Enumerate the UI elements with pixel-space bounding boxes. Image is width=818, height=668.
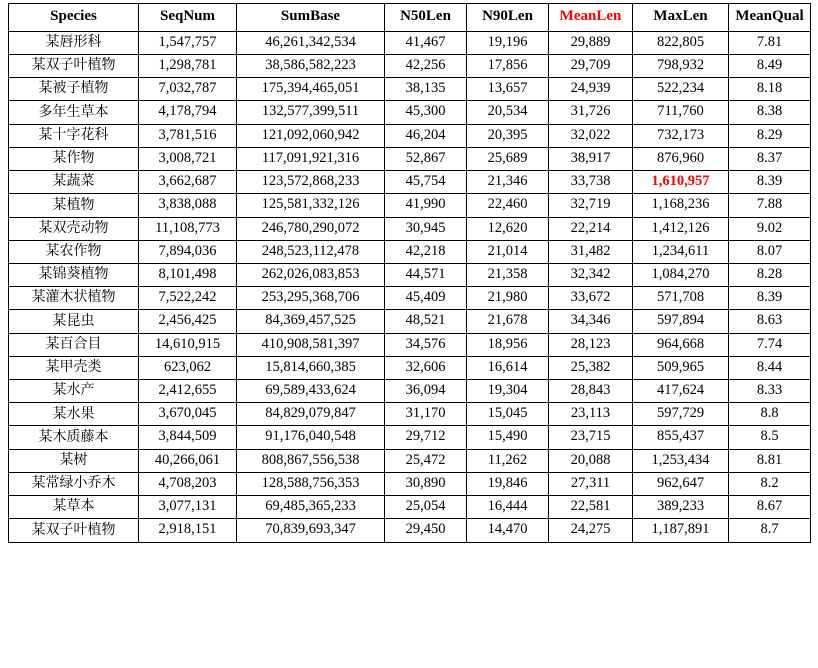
- data-cell: 31,482: [549, 240, 633, 263]
- data-cell: 23,113: [549, 403, 633, 426]
- data-cell: 14,610,915: [139, 333, 237, 356]
- data-cell: 19,846: [467, 472, 549, 495]
- data-cell: 522,234: [633, 78, 729, 101]
- data-cell: 45,409: [385, 287, 467, 310]
- data-cell: 8.18: [729, 78, 811, 101]
- data-cell: 69,589,433,624: [237, 380, 385, 403]
- data-cell: 42,256: [385, 54, 467, 77]
- column-header-meanqual: MeanQual: [729, 4, 811, 32]
- data-cell: 14,470: [467, 519, 549, 542]
- data-cell: 623,062: [139, 356, 237, 379]
- table-row: [9, 124, 811, 147]
- data-cell: 11,262: [467, 449, 549, 472]
- data-cell: 1,234,611: [633, 240, 729, 263]
- data-cell: 21,014: [467, 240, 549, 263]
- table-row: [9, 426, 811, 449]
- data-cell: 20,534: [467, 101, 549, 124]
- data-cell: 38,586,582,223: [237, 54, 385, 77]
- data-cell: 70,839,693,347: [237, 519, 385, 542]
- data-cell: 24,939: [549, 78, 633, 101]
- column-header-seqnum: SeqNum: [139, 4, 237, 32]
- data-cell: 13,657: [467, 78, 549, 101]
- data-cell: 69,485,365,233: [237, 496, 385, 519]
- data-cell: 3,838,088: [139, 194, 237, 217]
- table-row: [9, 472, 811, 495]
- data-cell: 24,275: [549, 519, 633, 542]
- data-cell: 8.33: [729, 380, 811, 403]
- data-cell: 2,918,151: [139, 519, 237, 542]
- data-cell: 1,187,891: [633, 519, 729, 542]
- column-header-meanlen: MeanLen: [549, 4, 633, 32]
- species-name-cell: 多年生草本: [9, 101, 139, 124]
- data-cell: 21,358: [467, 263, 549, 286]
- data-cell: 9.02: [729, 217, 811, 240]
- table-row: [9, 380, 811, 403]
- data-cell: 1,298,781: [139, 54, 237, 77]
- data-cell: 8.63: [729, 310, 811, 333]
- table-row: [9, 496, 811, 519]
- data-cell: 22,214: [549, 217, 633, 240]
- data-cell: 11,108,773: [139, 217, 237, 240]
- species-name-cell: 某蔬菜: [9, 171, 139, 194]
- data-cell: 23,715: [549, 426, 633, 449]
- data-cell: 45,754: [385, 171, 467, 194]
- table-header: [9, 4, 811, 32]
- table-row: [9, 310, 811, 333]
- data-cell: 21,980: [467, 287, 549, 310]
- data-cell: 1,253,434: [633, 449, 729, 472]
- table-body: [9, 31, 811, 542]
- data-cell: 15,045: [467, 403, 549, 426]
- data-cell: 8,101,498: [139, 263, 237, 286]
- table-row: [9, 101, 811, 124]
- data-cell: 12,620: [467, 217, 549, 240]
- data-cell: 21,678: [467, 310, 549, 333]
- data-cell: 8.2: [729, 472, 811, 495]
- data-cell: 84,829,079,847: [237, 403, 385, 426]
- species-name-cell: 某水果: [9, 403, 139, 426]
- data-cell: 8.44: [729, 356, 811, 379]
- data-cell: 31,726: [549, 101, 633, 124]
- table-header-row: [9, 4, 811, 32]
- data-cell: 389,233: [633, 496, 729, 519]
- data-cell: 7.74: [729, 333, 811, 356]
- data-cell: 175,394,465,051: [237, 78, 385, 101]
- data-cell: 28,123: [549, 333, 633, 356]
- data-cell: 253,295,368,706: [237, 287, 385, 310]
- data-cell: 42,218: [385, 240, 467, 263]
- column-header-maxlen: MaxLen: [633, 4, 729, 32]
- data-cell: 45,300: [385, 101, 467, 124]
- species-name-cell: 某草本: [9, 496, 139, 519]
- data-cell: 19,196: [467, 31, 549, 54]
- species-name-cell: 某双壳动物: [9, 217, 139, 240]
- data-cell: 17,856: [467, 54, 549, 77]
- data-cell: 30,890: [385, 472, 467, 495]
- data-cell: 29,712: [385, 426, 467, 449]
- data-cell: 1,412,126: [633, 217, 729, 240]
- table-row: [9, 31, 811, 54]
- data-cell: 7.88: [729, 194, 811, 217]
- data-cell: 262,026,083,853: [237, 263, 385, 286]
- data-cell: 417,624: [633, 380, 729, 403]
- data-cell: 8.38: [729, 101, 811, 124]
- table-row: [9, 78, 811, 101]
- data-cell: 964,668: [633, 333, 729, 356]
- data-cell: 33,672: [549, 287, 633, 310]
- data-cell: 132,577,399,511: [237, 101, 385, 124]
- data-cell: 34,576: [385, 333, 467, 356]
- table-row: [9, 263, 811, 286]
- data-cell: 22,460: [467, 194, 549, 217]
- data-cell: 597,729: [633, 403, 729, 426]
- data-cell: 19,304: [467, 380, 549, 403]
- data-cell: 32,606: [385, 356, 467, 379]
- data-cell: 15,490: [467, 426, 549, 449]
- data-cell: 8.07: [729, 240, 811, 263]
- species-name-cell: 某百合目: [9, 333, 139, 356]
- species-name-cell: 某农作物: [9, 240, 139, 263]
- data-cell: 8.28: [729, 263, 811, 286]
- data-cell: 25,054: [385, 496, 467, 519]
- data-cell: 36,094: [385, 380, 467, 403]
- data-cell: 44,571: [385, 263, 467, 286]
- species-name-cell: 某昆虫: [9, 310, 139, 333]
- data-cell: 4,178,794: [139, 101, 237, 124]
- data-cell: 3,781,516: [139, 124, 237, 147]
- data-cell: 8.39: [729, 171, 811, 194]
- data-cell: 7,894,036: [139, 240, 237, 263]
- table-row: [9, 194, 811, 217]
- species-name-cell: 某甲壳类: [9, 356, 139, 379]
- data-cell: 32,342: [549, 263, 633, 286]
- data-cell: 31,170: [385, 403, 467, 426]
- data-cell: 711,760: [633, 101, 729, 124]
- data-cell: 876,960: [633, 147, 729, 170]
- data-cell: 25,472: [385, 449, 467, 472]
- data-cell: 25,689: [467, 147, 549, 170]
- species-name-cell: 某被子植物: [9, 78, 139, 101]
- data-cell: 16,444: [467, 496, 549, 519]
- species-name-cell: 某水产: [9, 380, 139, 403]
- table-row: [9, 147, 811, 170]
- species-name-cell: 某木质藤本: [9, 426, 139, 449]
- data-cell: 16,614: [467, 356, 549, 379]
- species-name-cell: 某双子叶植物: [9, 519, 139, 542]
- data-cell: 3,662,687: [139, 171, 237, 194]
- table-row: [9, 356, 811, 379]
- data-cell: 8.81: [729, 449, 811, 472]
- data-cell: 1,547,757: [139, 31, 237, 54]
- species-name-cell: 某双子叶植物: [9, 54, 139, 77]
- table-row: [9, 333, 811, 356]
- data-cell: 121,092,060,942: [237, 124, 385, 147]
- data-cell: 822,805: [633, 31, 729, 54]
- data-cell: 128,588,756,353: [237, 472, 385, 495]
- data-cell: 32,719: [549, 194, 633, 217]
- data-cell: 246,780,290,072: [237, 217, 385, 240]
- data-cell: 3,844,509: [139, 426, 237, 449]
- data-cell: 410,908,581,397: [237, 333, 385, 356]
- data-cell: 34,346: [549, 310, 633, 333]
- data-cell: 2,412,655: [139, 380, 237, 403]
- column-header-species: Species: [9, 4, 139, 32]
- data-cell: 8.67: [729, 496, 811, 519]
- data-cell: 40,266,061: [139, 449, 237, 472]
- data-cell: 8.5: [729, 426, 811, 449]
- data-cell: 41,990: [385, 194, 467, 217]
- species-name-cell: 某锦葵植物: [9, 263, 139, 286]
- data-cell: 597,894: [633, 310, 729, 333]
- column-header-n90len: N90Len: [467, 4, 549, 32]
- data-cell: 8.49: [729, 54, 811, 77]
- data-cell: 8.37: [729, 147, 811, 170]
- species-name-cell: 某灌木状植物: [9, 287, 139, 310]
- table-row: [9, 403, 811, 426]
- species-name-cell: 某作物: [9, 147, 139, 170]
- data-cell: 7.81: [729, 31, 811, 54]
- species-name-cell: 某唇形科: [9, 31, 139, 54]
- species-name-cell: 某植物: [9, 194, 139, 217]
- table-row: [9, 54, 811, 77]
- species-name-cell: 某树: [9, 449, 139, 472]
- table-row: [9, 449, 811, 472]
- data-cell: 8.7: [729, 519, 811, 542]
- data-cell: 4,708,203: [139, 472, 237, 495]
- data-cell: 962,647: [633, 472, 729, 495]
- data-cell: 1,084,270: [633, 263, 729, 286]
- data-cell: 855,437: [633, 426, 729, 449]
- data-cell: 29,709: [549, 54, 633, 77]
- species-statistics-table: [8, 3, 811, 543]
- data-cell: 28,843: [549, 380, 633, 403]
- data-cell: 3,077,131: [139, 496, 237, 519]
- data-cell: 798,932: [633, 54, 729, 77]
- data-cell: 25,382: [549, 356, 633, 379]
- data-cell: 125,581,332,126: [237, 194, 385, 217]
- data-cell: 123,572,868,233: [237, 171, 385, 194]
- data-cell: 20,395: [467, 124, 549, 147]
- data-cell: 808,867,556,538: [237, 449, 385, 472]
- data-cell: 7,032,787: [139, 78, 237, 101]
- data-cell: 41,467: [385, 31, 467, 54]
- data-cell: 46,204: [385, 124, 467, 147]
- data-cell: 22,581: [549, 496, 633, 519]
- species-name-cell: 某十字花科: [9, 124, 139, 147]
- species-name-cell: 某常绿小乔木: [9, 472, 139, 495]
- data-cell: 21,346: [467, 171, 549, 194]
- data-cell: 2,456,425: [139, 310, 237, 333]
- data-cell: 3,670,045: [139, 403, 237, 426]
- data-cell: 8.39: [729, 287, 811, 310]
- data-cell: 20,088: [549, 449, 633, 472]
- data-cell: 52,867: [385, 147, 467, 170]
- data-cell: 1,168,236: [633, 194, 729, 217]
- data-cell: 732,173: [633, 124, 729, 147]
- data-cell: 509,965: [633, 356, 729, 379]
- table-row: [9, 240, 811, 263]
- data-cell: 15,814,660,385: [237, 356, 385, 379]
- data-cell: 91,176,040,548: [237, 426, 385, 449]
- data-cell: 30,945: [385, 217, 467, 240]
- table-row: [9, 287, 811, 310]
- data-cell: 33,738: [549, 171, 633, 194]
- data-cell: 29,450: [385, 519, 467, 542]
- data-cell: 8.29: [729, 124, 811, 147]
- data-cell: 27,311: [549, 472, 633, 495]
- table-row: [9, 171, 811, 194]
- data-cell: 117,091,921,316: [237, 147, 385, 170]
- data-cell: 48,521: [385, 310, 467, 333]
- data-cell: 571,708: [633, 287, 729, 310]
- data-cell: 1,610,957: [633, 171, 729, 194]
- data-cell: 32,022: [549, 124, 633, 147]
- data-cell: 7,522,242: [139, 287, 237, 310]
- data-cell: 38,135: [385, 78, 467, 101]
- data-cell: 84,369,457,525: [237, 310, 385, 333]
- table-row: [9, 217, 811, 240]
- data-cell: 248,523,112,478: [237, 240, 385, 263]
- data-cell: 3,008,721: [139, 147, 237, 170]
- data-cell: 8.8: [729, 403, 811, 426]
- data-cell: 38,917: [549, 147, 633, 170]
- data-cell: 29,889: [549, 31, 633, 54]
- data-cell: 46,261,342,534: [237, 31, 385, 54]
- table-row: [9, 519, 811, 542]
- data-cell: 18,956: [467, 333, 549, 356]
- column-header-sumbase: SumBase: [237, 4, 385, 32]
- column-header-n50len: N50Len: [385, 4, 467, 32]
